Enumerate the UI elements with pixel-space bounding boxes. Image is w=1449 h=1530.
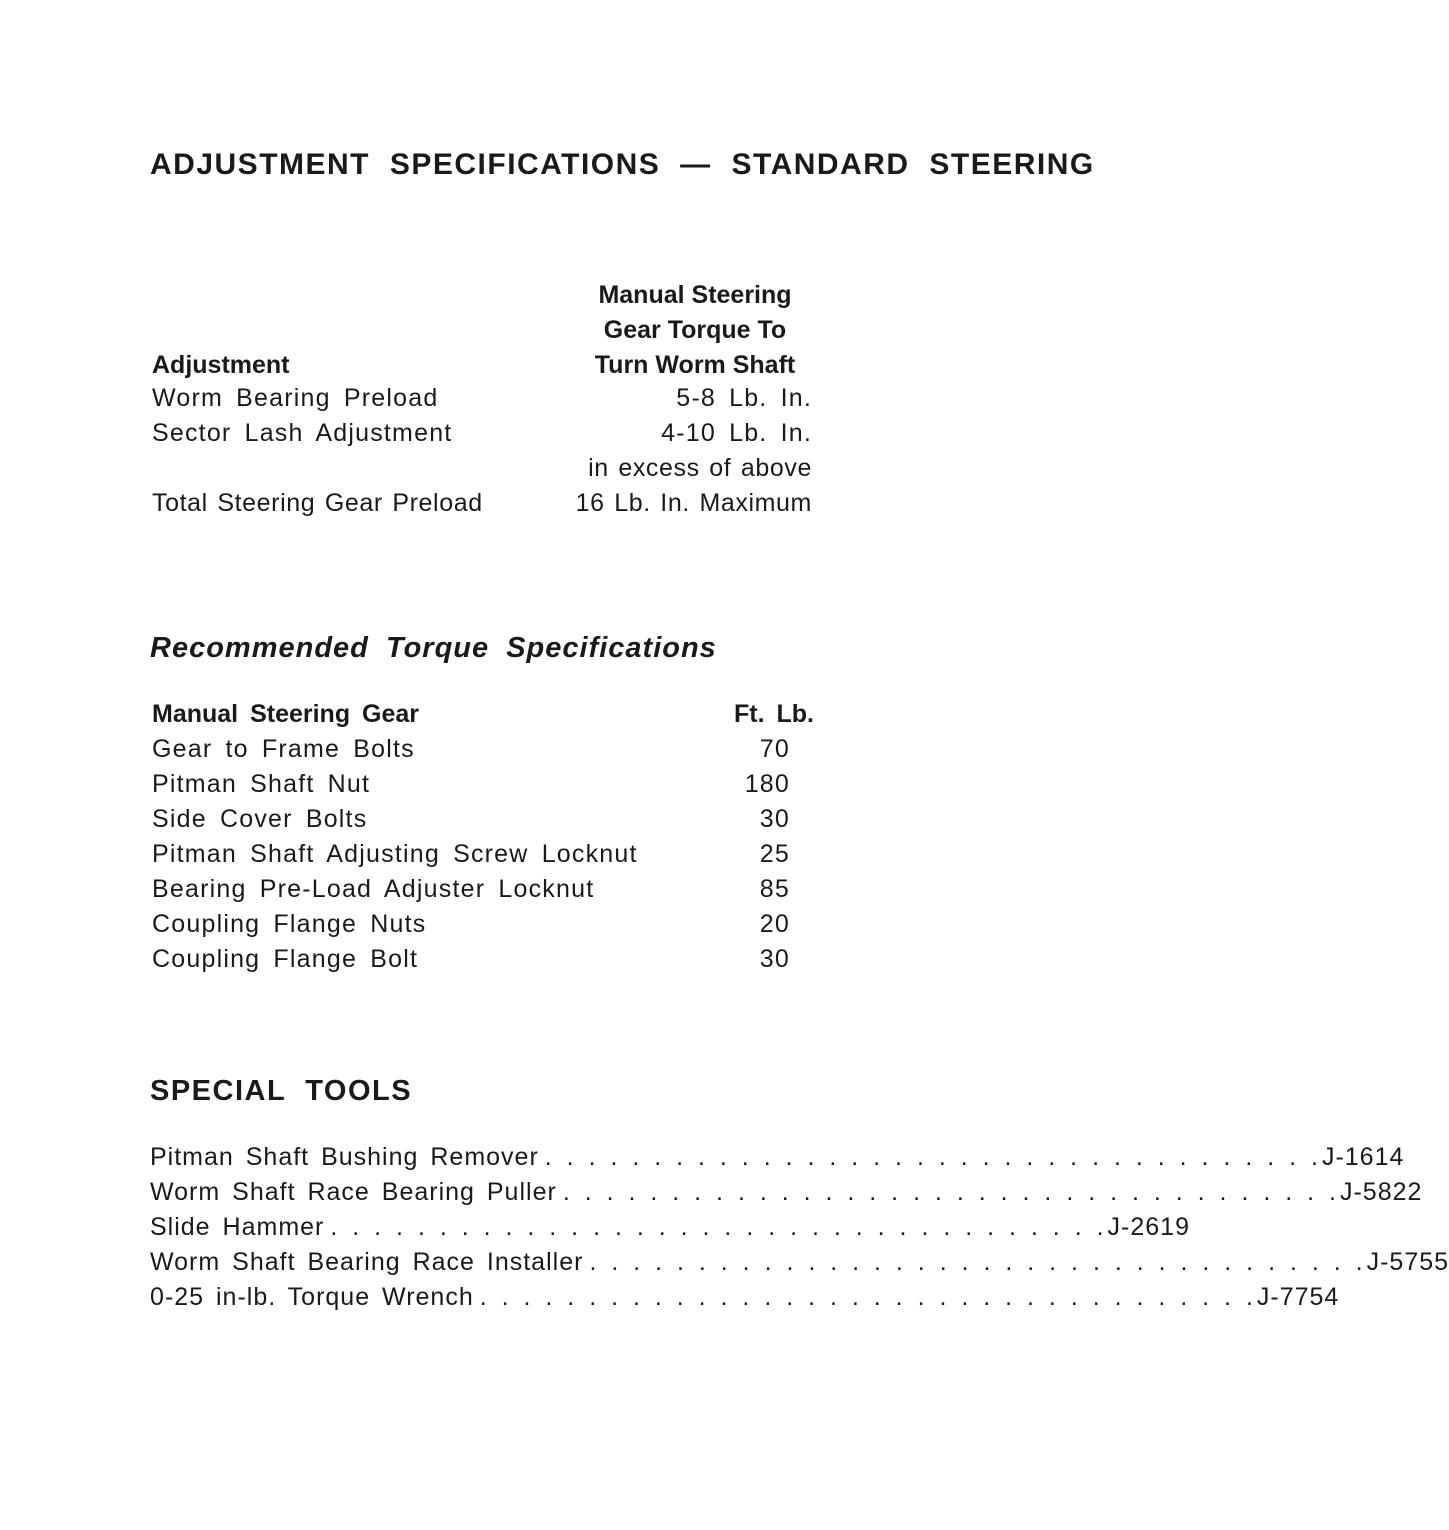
tool-number: J-1614 <box>1321 1143 1405 1171</box>
list-item <box>150 1210 1190 1245</box>
table-row <box>152 767 814 802</box>
header-line-2: Gear Torque To <box>603 316 787 344</box>
adjustment-label: Worm Bearing Preload <box>152 384 439 412</box>
torque-table <box>152 697 814 977</box>
torque-header-unit: Ft. Lb. <box>734 700 814 728</box>
tool-name: Pitman Shaft Bushing Remover <box>150 1143 539 1171</box>
table-row <box>152 802 814 837</box>
adjustment-label: Total Steering Gear Preload <box>152 489 483 517</box>
tools-list <box>150 1140 1449 1315</box>
torque-value: 70 <box>759 735 790 763</box>
torque-value: 30 <box>759 805 790 833</box>
adjustment-header: Adjustment <box>152 351 290 379</box>
torque-label: Gear to Frame Bolts <box>152 735 415 763</box>
adjustment-value: in excess of above <box>588 454 812 482</box>
page-title: ADJUSTMENT SPECIFICATIONS — STANDARD STEERING <box>150 148 1095 181</box>
torque-table-header <box>152 697 814 732</box>
torque-header-label: Manual Steering Gear <box>152 700 420 728</box>
adjustment-label: Sector Lash Adjustment <box>152 419 453 447</box>
table-row <box>152 732 814 767</box>
torque-label: Coupling Flange Bolt <box>152 945 419 973</box>
list-item <box>150 1175 1423 1210</box>
torque-value: 25 <box>759 840 790 868</box>
torque-label: Coupling Flange Nuts <box>152 910 427 938</box>
adjustment-value: 16 Lb. In. Maximum <box>575 489 812 517</box>
table-row <box>152 942 814 977</box>
list-item <box>150 1140 1405 1175</box>
table-row <box>152 837 814 872</box>
tool-name: Worm Shaft Race Bearing Puller <box>150 1178 557 1206</box>
adjustment-value: 5-8 Lb. In. <box>676 384 812 412</box>
tool-name: Worm Shaft Bearing Race Installer <box>150 1248 584 1276</box>
tools-heading: SPECIAL TOOLS <box>150 1075 413 1107</box>
torque-value: 85 <box>759 875 790 903</box>
tool-name: 0-25 in-lb. Torque Wrench <box>150 1283 474 1311</box>
table-row <box>152 907 814 942</box>
tool-number: J-5822 <box>1339 1178 1423 1206</box>
tool-name: Slide Hammer <box>150 1213 325 1241</box>
list-item <box>150 1280 1340 1315</box>
torque-value: 30 <box>759 945 790 973</box>
table-row <box>152 872 814 907</box>
adjustment-value-header <box>560 278 830 383</box>
tool-number: J-5755 <box>1366 1248 1449 1276</box>
table-row <box>152 486 812 521</box>
dot-leader: . . . . . . . . . . . . . . . . . . . . . . . . . . . . . . . . . . . . <box>589 1248 1367 1276</box>
tool-number: J-2619 <box>1107 1213 1190 1241</box>
torque-label: Side Cover Bolts <box>152 805 368 833</box>
dot-leader: . . . . . . . . . . . . . . . . . . . . . . . . . . . . . . . . . . . . <box>330 1213 1108 1241</box>
torque-value: 180 <box>744 770 790 798</box>
list-item <box>150 1245 1449 1280</box>
dot-leader: . . . . . . . . . . . . . . . . . . . . . . . . . . . . . . . . . . . . <box>562 1178 1340 1206</box>
adjustment-value: 4-10 Lb. In. <box>661 419 812 447</box>
header-line-1: Manual Steering <box>598 281 792 309</box>
table-row <box>152 381 812 416</box>
table-row <box>152 451 812 486</box>
torque-label: Bearing Pre-Load Adjuster Locknut <box>152 875 595 903</box>
tool-number: J-7754 <box>1256 1283 1340 1311</box>
dot-leader: . . . . . . . . . . . . . . . . . . . . . . . . . . . . . . . . . . . . <box>479 1283 1257 1311</box>
header-line-3: Turn Worm Shaft <box>594 351 796 379</box>
torque-value: 20 <box>759 910 790 938</box>
torque-label: Pitman Shaft Adjusting Screw Locknut <box>152 840 638 868</box>
dot-leader: . . . . . . . . . . . . . . . . . . . . . . . . . . . . . . . . . . . . <box>544 1143 1322 1171</box>
torque-label: Pitman Shaft Nut <box>152 770 371 798</box>
torque-heading: Recommended Torque Specifications <box>150 632 717 664</box>
adjustment-table <box>152 381 812 521</box>
table-row <box>152 416 812 451</box>
